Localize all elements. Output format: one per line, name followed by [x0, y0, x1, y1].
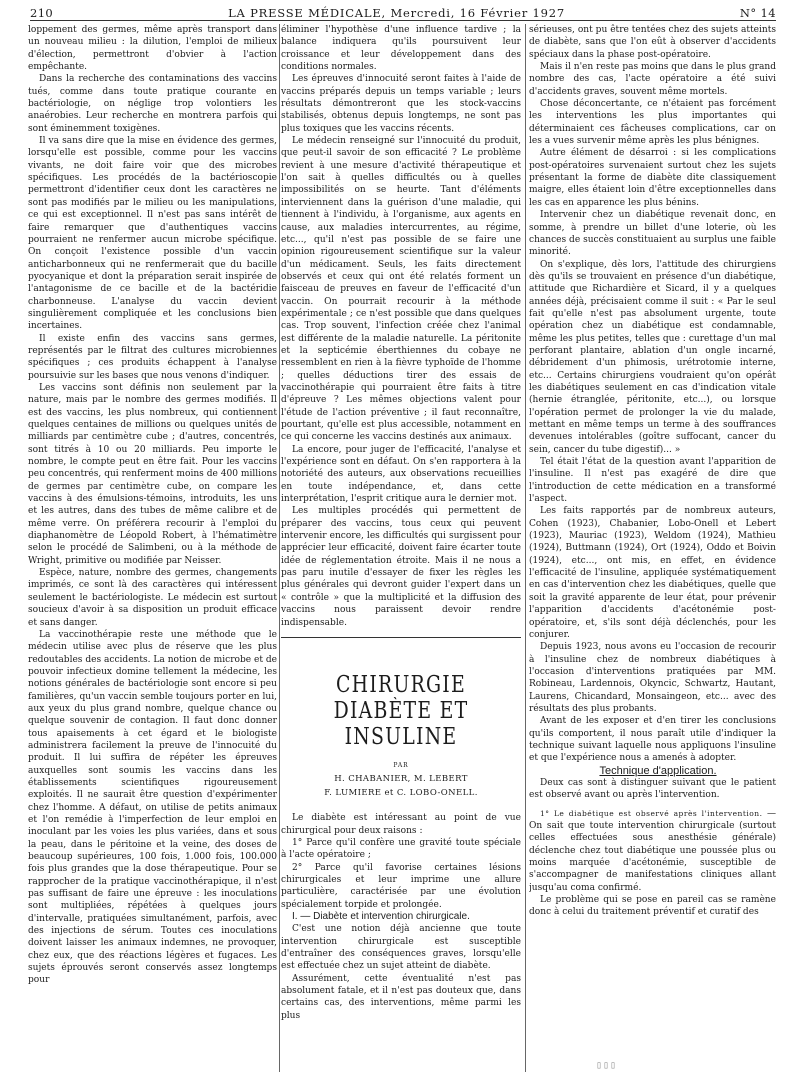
column-divider [525, 24, 526, 1072]
column-divider [279, 24, 280, 1072]
paragraph: Deux cas sont à distinguer suivant que le patient est observé avant ou après l'intervention. [529, 777, 776, 801]
case-lead: 1° Le diabétique est observé après l'intervention. [540, 808, 763, 818]
paragraph: Les multiples procédés qui permettent de préparer des vaccins, tous ceux qui peuvent intervenir encore, les difficultés qui surgissent pour apprécier leur efficacité, doivent faire écarter toute idée de réglementation étroite. Mais il ne nous a pas paru inutile d'essayer de fixer les règles les plus générales qui devront guider l'expert dans un « contrôle » que la multiplicité et la diffusion des vaccins nous paraissent devoir rendre indispensable. [281, 506, 521, 628]
article-title-block [281, 672, 521, 800]
paragraph: Dans la recherche des contaminations des vaccins tués, comme dans toute pratique courante en bactériologie, on néglige trop volontiers les anaérobies. Leur recherche en montrera parfois qui sont éminemment toxigènes. [28, 74, 277, 134]
paragraph: 1° Parce qu'il confère une gravité toute spéciale à l'acte opératoire ; [281, 837, 521, 861]
section-heading: I. — Diabète et intervention chirurgicale. [292, 910, 470, 922]
paragraph: éliminer l'hypothèse d'une influence tardive ; la balance indiquera qu'ils poursuivent leur croissance et leur développement dans des conditions normales. [281, 25, 521, 73]
column-2 [281, 24, 521, 1076]
byline-par: PAR [393, 761, 409, 769]
paragraph: Avant de les exposer et d'en tirer les conclusions qu'ils comportent, il nous paraît utile d'indiquer la technique suivant laquelle nous appliquons l'insuline et que l'expérience nous a amenés à adopter. [529, 716, 776, 764]
article-title: DIABÈTE ET INSULINE [333, 697, 469, 750]
paragraph: Le diabète est intéressant au point de vue chirurgical pour deux raisons : [281, 813, 521, 836]
paragraph: Chose déconcertante, ce n'étaient pas forcément les interventions les plus importantes qui déterminaient ces fâcheuses complications, car on les a vues survenir même après les plus bénignes. [529, 99, 776, 147]
paragraph: Assurément, cette éventualité n'est pas absolument fatale, et il n'est pas douteux que, dans certains cas, des interventions, même parmi les plus [281, 973, 521, 1021]
paragraph: Depuis 1923, nous avons eu l'occasion de recourir à l'insuline chez de nombreux diabétiques à l'occasion d'interventions pratiquées par MM. Robineau, Lardennois, Okyncic, Schwartz, Hautant, Laurens, Chicandard, Monsaingeon, etc... avec des résultats des plus probants. [529, 642, 776, 714]
paragraph: Autre élément de désarroi : si les complications post-opératoires survenaient surtout chez les sujets présentant la forme de diabète dite classiquement maigre, elles étaient loin d'être exceptionnelles dans les cas en apparence les plus bénins. [529, 148, 776, 208]
column-3 [529, 24, 776, 1076]
column-1 [28, 24, 277, 1076]
paragraph: La vaccinothérapie reste une méthode que le médecin utilise avec plus de réserve que les plus redoutables des accidents. La notion de microbe et de pouvoir infectieux domine tellement la médecine, les notions générales de bactériologie sont encore si peu familières, qu'un vaccin semble toujours porter en lui, aux yeux du plus grand nombre, quelque chance ou quelque souvenir de contagion. Il faut donc donner tous apaisements à cet égard et le biologiste administrera facilement la preuve de l'innocuité du produit. Il lui suffira de répéter les épreuves auxquelles sont soumis les vaccins dans les établissements scientifiques rigoureusement exploités. Il ne saurait être question d'expérimenter chez l'homme. A défaut, on utilise de petits animaux et l'on remédie à l'imperfection de leur emploi en inoculant par les voies les plus variées, dans et sous la peau, dans le péritoine et la veine, des doses de beaucoup supérieures, 100 fois, 1.000 fois, 100.000 fois plus grandes que la dose thérapeutique. Pour se rapprocher de la pratique vaccinothérapique, il n'est pas suffisant de faire une épreuve : les inoculations sont multipliées, répétées à quelques jours d'intervalle, pratiquées simultanément, parfois, avec des injections de sérum. Toutes ces inoculations doivent laisser les animaux indemnes, ne provoquer, chez eux, que des réactions légères et fugaces. Les sujets éprouvés seront conservés assez longtemps pour [28, 629, 277, 986]
paragraph: sérieuses, ont pu être tentées chez des sujets atteints de diabète, sans que l'on eût à observer d'accidents spéciaux dans la phase post-opératoire. [529, 25, 776, 60]
section-end-rule [281, 637, 521, 638]
paragraph: loppement des germes, même après transport dans un nouveau milieu : la dilution, l'emploi de milieux d'élection, permettront d'obvier à l'action empêchante. [28, 25, 277, 73]
article-authors: F. LUMIERE et C. LOBO-ONELL. [324, 788, 478, 799]
paragraph: 2° Parce qu'il favorise certaines lésions chirurgicales et leur imprime une allure particulière, caractérisée par une évolution spécialement torpide et prolongée. [281, 862, 521, 910]
page-header [30, 4, 776, 21]
library-stamp-image: ▯▯▯ [596, 1060, 618, 1071]
paragraph: Tel était l'état de la question avant l'apparition de l'insuline. Il n'est pas exagéré de dire que l'introduction de cette médication en a transformé l'aspect. [529, 457, 776, 505]
paragraph: Espèce, nature, nombre des germes, changements imprimés, ce sont là des caractères qui intéressent seulement le bactériologiste. Le médecin est surtout soucieux d'avoir à sa disposition un produit efficace et sans danger. [28, 568, 277, 628]
issue-number: N° 14 [739, 6, 776, 20]
paragraph: La encore, pour juger de l'efficacité, l'analyse et l'expérience sont en défaut. On s'en rapportera à la notoriété des auteurs, aux observations recueillies en toute indépendance, et, dans cette interprétation, l'esprit critique aura le dernier mot. [281, 444, 521, 505]
paragraph: Les faits rapportés par de nombreux auteurs, Cohen (1923), Chabanier, Lobo-Onell et Lebert (1923), Mauriac (1923), Weldom (1924), Mathieu (1924), Buttmann (1924), Ort (1924), Oddo et Boivin (1924), etc..., ont mis, en effet, en évidence l'efficacité de l'insuline, appliquée systématiquement en cas d'intervention chez les diabétiques, quelle que soit la gravité apparente de leur état, pour prévenir l'apparition d'accidents d'acétonémie post-opératoire, et, s'ils sont déjà déclenchés, pour les conjurer. [529, 506, 776, 640]
page-number: 210 [30, 6, 54, 20]
paragraph: Les épreuves d'innocuité seront faites à l'aide de vaccins préparés depuis un temps variable ; leurs résultats démontreront que les stock-vaccins stabilisés, obtenus depuis longtemps, ne sont pas plus toxiques que les vaccins récents. [281, 74, 521, 134]
paragraph: Mais il n'en reste pas moins que dans le plus grand nombre des cas, l'acte opératoire a été suivi d'accidents graves, souvent même mortels. [529, 62, 776, 97]
paragraph: Intervenir chez un diabétique revenait donc, en somme, à prendre un billet d'une loterie, où les chances de succès constituaient au surplus une faible minorité. [529, 210, 776, 258]
paragraph [529, 808, 776, 894]
paragraph: Il va sans dire que la mise en évidence des germes, lorsqu'elle est possible, comme pour les vaccins vivants, ne doit faire voir que des microbes spécifiques. Les procédés de la bactérioscopie permettront d'identifier ceux dont les caractères ne sont pas modifiés par le milieu ou les manipulations, ce qui est exceptionnel. Il n'est pas sans intérêt de faire remarquer que d'authentiques vaccins pourraient ne renfermer aucun microbe spécifique. On conçoit l'existence possible d'un vaccin anticharbonneux qui ne renfermerait que du bacille pyocyanique et dont la préparation serait inspirée de l'antagonisme de ce bacille et de la bactéridie charbonneuse. L'analyse du vaccin devient singulièrement compliquée et les conclusions bien incertaines. [28, 136, 277, 332]
paragraph: Le médecin renseigné sur l'innocuité du produit, que peut-il savoir de son efficacité ? Le problème revient à une mesure d'activité thérapeutique et l'on sait à quelles difficultés ou à quelles impossibilités on se heurte. Tant d'éléments interviennent dans la guérison d'une maladie, qui tiennent à l'individu, à l'organisme, aux agents en cause, aux maladies intercurrentes, au régime, etc..., qu'il n'est pas possible de se faire une opinion rigoureusement scientifique sur la valeur d'un médicament. Seuls, les faits directement observés et ceux qui ont été relatés forment un faisceau de preuves en faveur de l'efficacité d'un vaccin. On pourrait recourir à la méthode expérimentale ; ce n'est possible que dans quelques cas. Trop souvent, l'infection créée chez l'animal est différente de la maladie naturelle. La péritonite et la septicémie éberthiennes du cobaye ne ressemblent en rien à la fièvre typhoïde de l'homme ; quelles déductions tirer des essais de vaccinothérapie qui pourraient être faits à titre d'épreuve ? Les mêmes objections valent pour l'étude de l'action préventive ; il faut reconnaître, pourtant, qu'elle est plus accessible, notamment en ce qui concerne les vaccins destinés aux animaux. [281, 136, 521, 443]
paragraph: Les vaccins sont définis non seulement par la nature, mais par le nombre des germes modifiés. Il est des vaccins, les plus nombreux, qui contiennent quelques centaines de millions ou quelques unités de milliards par centimètre cube ; d'autres, concentrés, sont titrés à 10 ou 20 milliards. Peu importe le nombre, le compte peut en être fait. Pour les vaccins peu concentrés, qui renferment moins de 400 millions de germes par centimètre cube, on compare les vaccins à des émulsions-témoins, introduits, les uns et les autres, dans des tubes de même calibre et de même verre. On préférera recourir à l'emploi du diaphanomètre de Léopold Robert, à l'hématimètre selon le procédé de Salimbeni, ou à la méthode de Wright, primitive ou modifiée par Neisser. [28, 382, 277, 566]
paragraph: C'est une notion déjà ancienne que toute intervention chirurgicale est susceptible d'entraîner des conséquences graves, lorsqu'elle est effectuée chez un sujet atteint de diabète. [281, 924, 521, 972]
paragraph: On s'explique, dès lors, l'attitude des chirurgiens dès qu'ils se trouvaient en présence d'un diabétique, attitude que Richardière et Sicard, il y a quelques années déjà, précisaient comme il suit : « Par le seul fait qu'elle n'est pas absolument urgente, toute opération chez un diabétique est condamnable, même les plus petites, telles que : curettage d'un mal perforant plantaire, ablation d'un ongle incarné, débridement d'un phimosis, urétrotomie interne, etc... Certains chirurgiens voudraient qu'on opérât les diabétiques seulement en cas d'indication vitale (hernie étranglée, péritonite, etc...), ou lorsque l'opération permet de prolonger la vie du malade, mettant en même temps un terme à des souffrances devenues intolérables (goître suffocant, cancer du sein, cancer du tube digestif)... » [529, 259, 776, 455]
journal-title: LA PRESSE MÉDICALE, Mercredi, 16 Février 1927 [228, 6, 565, 20]
article-authors: H. CHABANIER, M. LEBERT [334, 774, 468, 785]
paragraph: Il existe enfin des vaccins sans germes, représentés par le filtrat des cultures microbiennes spécifiques ; ces produits échappent à l'analyse poursuivie sur les bases que nous venons d'indiquer. [28, 333, 277, 381]
paragraph: Le problème qui se pose en pareil cas se ramène donc à celui du traitement préventif et curatif des [529, 895, 776, 918]
case-text: — On sait que toute intervention chirurgicale (surtout celles effectuées sous anesthésie générale) déclenche chez tout diabétique une poussée plus ou moins marquée d'acétonémie, susceptible de s'accompagner de manifestations cliniques allant jusqu'au coma confirmé. [529, 808, 776, 893]
subsection-heading: Technique d'application. [599, 764, 717, 777]
article-section-title: CHIRURGIE [336, 671, 466, 698]
